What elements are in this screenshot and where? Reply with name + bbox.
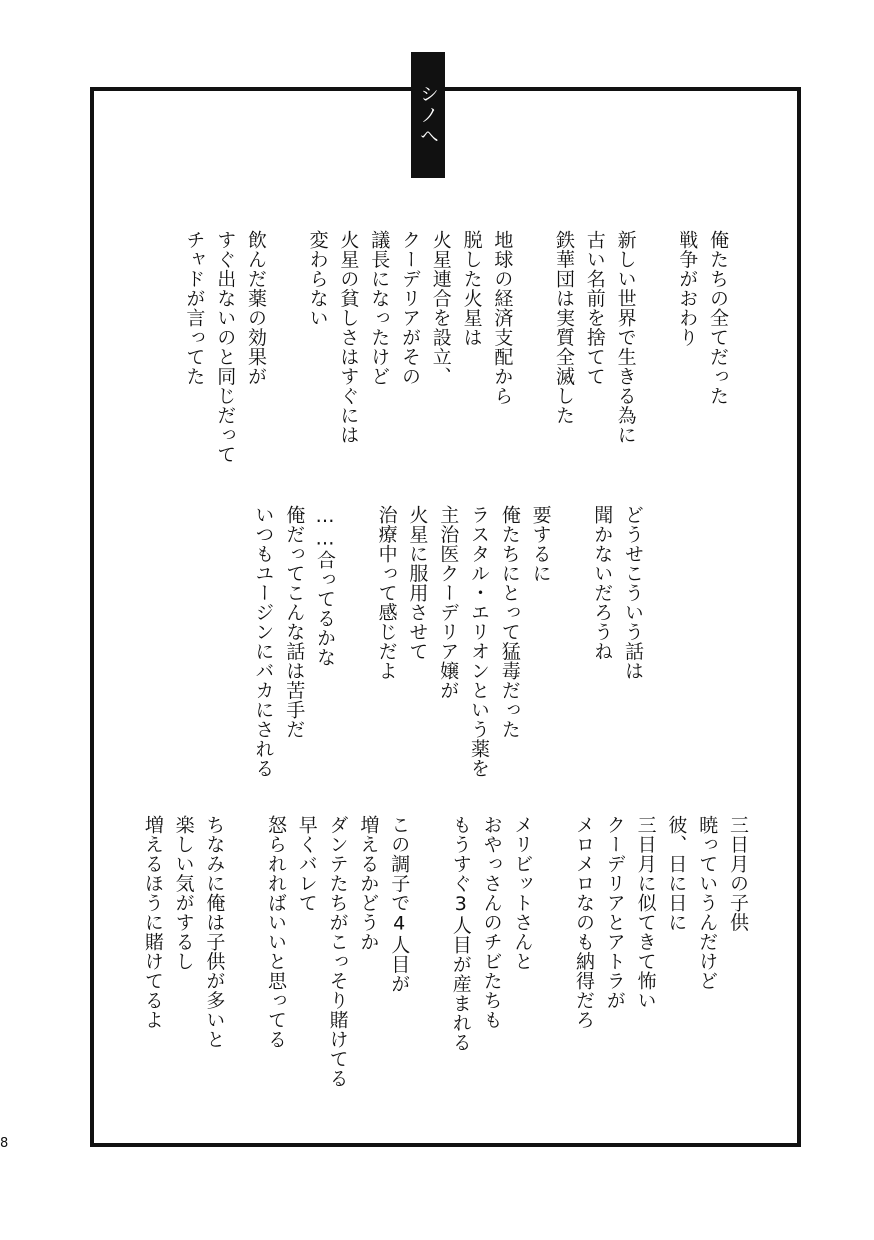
text-line: 鉄華団は実質全滅した [553, 230, 575, 425]
text-line: クーデリアがその [399, 230, 421, 386]
title-tab: シノへ [411, 52, 445, 178]
text-line: 戦争がおわり [676, 230, 699, 347]
text-line: 要するに [529, 505, 552, 583]
text-line: 新しい世界で生きる為に [614, 230, 637, 445]
text-line: どうせこういう話は [622, 505, 644, 681]
text-line: 議長になったけど [368, 230, 391, 386]
text-line: メリビットさんと [511, 815, 534, 971]
text-line: すぐ出ないのと同じだって [214, 230, 237, 464]
text-line: 俺たちの全てだった [707, 230, 729, 406]
text-line: 聞かないだろうね [591, 505, 614, 661]
text-line: 脱した火星は [460, 230, 483, 347]
text-line: メロメロなのも納得だろ [573, 815, 595, 1030]
text-line: 火星の貧しさはすぐには [337, 230, 360, 445]
text-line: 彼、日に日に [665, 815, 688, 932]
text-line: 楽しい気がするし [172, 815, 195, 971]
text-block-2 [250, 505, 645, 778]
text-line: 飲んだ薬の効果が [245, 230, 267, 386]
text-line: 火星連合を設立、 [429, 230, 452, 386]
text-line: ……合ってるかな [314, 505, 336, 667]
text-line: 変わらない [306, 230, 329, 328]
text-line: 三日月に似てきて怖い [634, 815, 657, 1010]
text-line: 俺だってこんな話は苦手だ [283, 505, 306, 739]
text-line: 火星に服用させて [406, 505, 429, 661]
text-line: ダンテたちがこっそり賭けてる [326, 815, 349, 1088]
page-number: 8 [0, 1136, 9, 1151]
text-line: 増えるほうに賭けてるよ [141, 815, 164, 1030]
text-line: 主治医クーデリア嬢が [437, 505, 460, 700]
text-line: もうすぐ3人目が産まれる [449, 815, 472, 1052]
text-line: 怒られればいいと思ってる [265, 815, 287, 1049]
text-block-1 [160, 230, 730, 470]
text-line: 三日月の子供 [727, 815, 749, 932]
text-line: 暁っていうんだけど [696, 815, 719, 991]
text-line: 増えるかどうか [357, 815, 380, 952]
text-line: 早くバレて [295, 815, 318, 913]
text-line: チャドが言ってた [183, 230, 206, 386]
text-line: いつもユージンにバカにされる [252, 505, 275, 778]
text-line: 古い名前を捨てて [583, 230, 606, 386]
text-line: 地球の経済支配から [491, 230, 514, 406]
text-line: クーデリアとアトラが [603, 815, 626, 1010]
text-line: 俺たちにとって猛毒だった [498, 505, 521, 739]
text-line: ちなみに俺は子供が多いと [203, 815, 226, 1049]
text-line: この調子で4人目が [388, 815, 411, 994]
text-line: おやっさんのチビたちも [480, 815, 503, 1030]
text-block-3 [141, 815, 750, 1088]
text-line: ラスタル・エリオンという薬を [468, 505, 490, 778]
text-line: 治療中って感じだよ [375, 505, 398, 681]
